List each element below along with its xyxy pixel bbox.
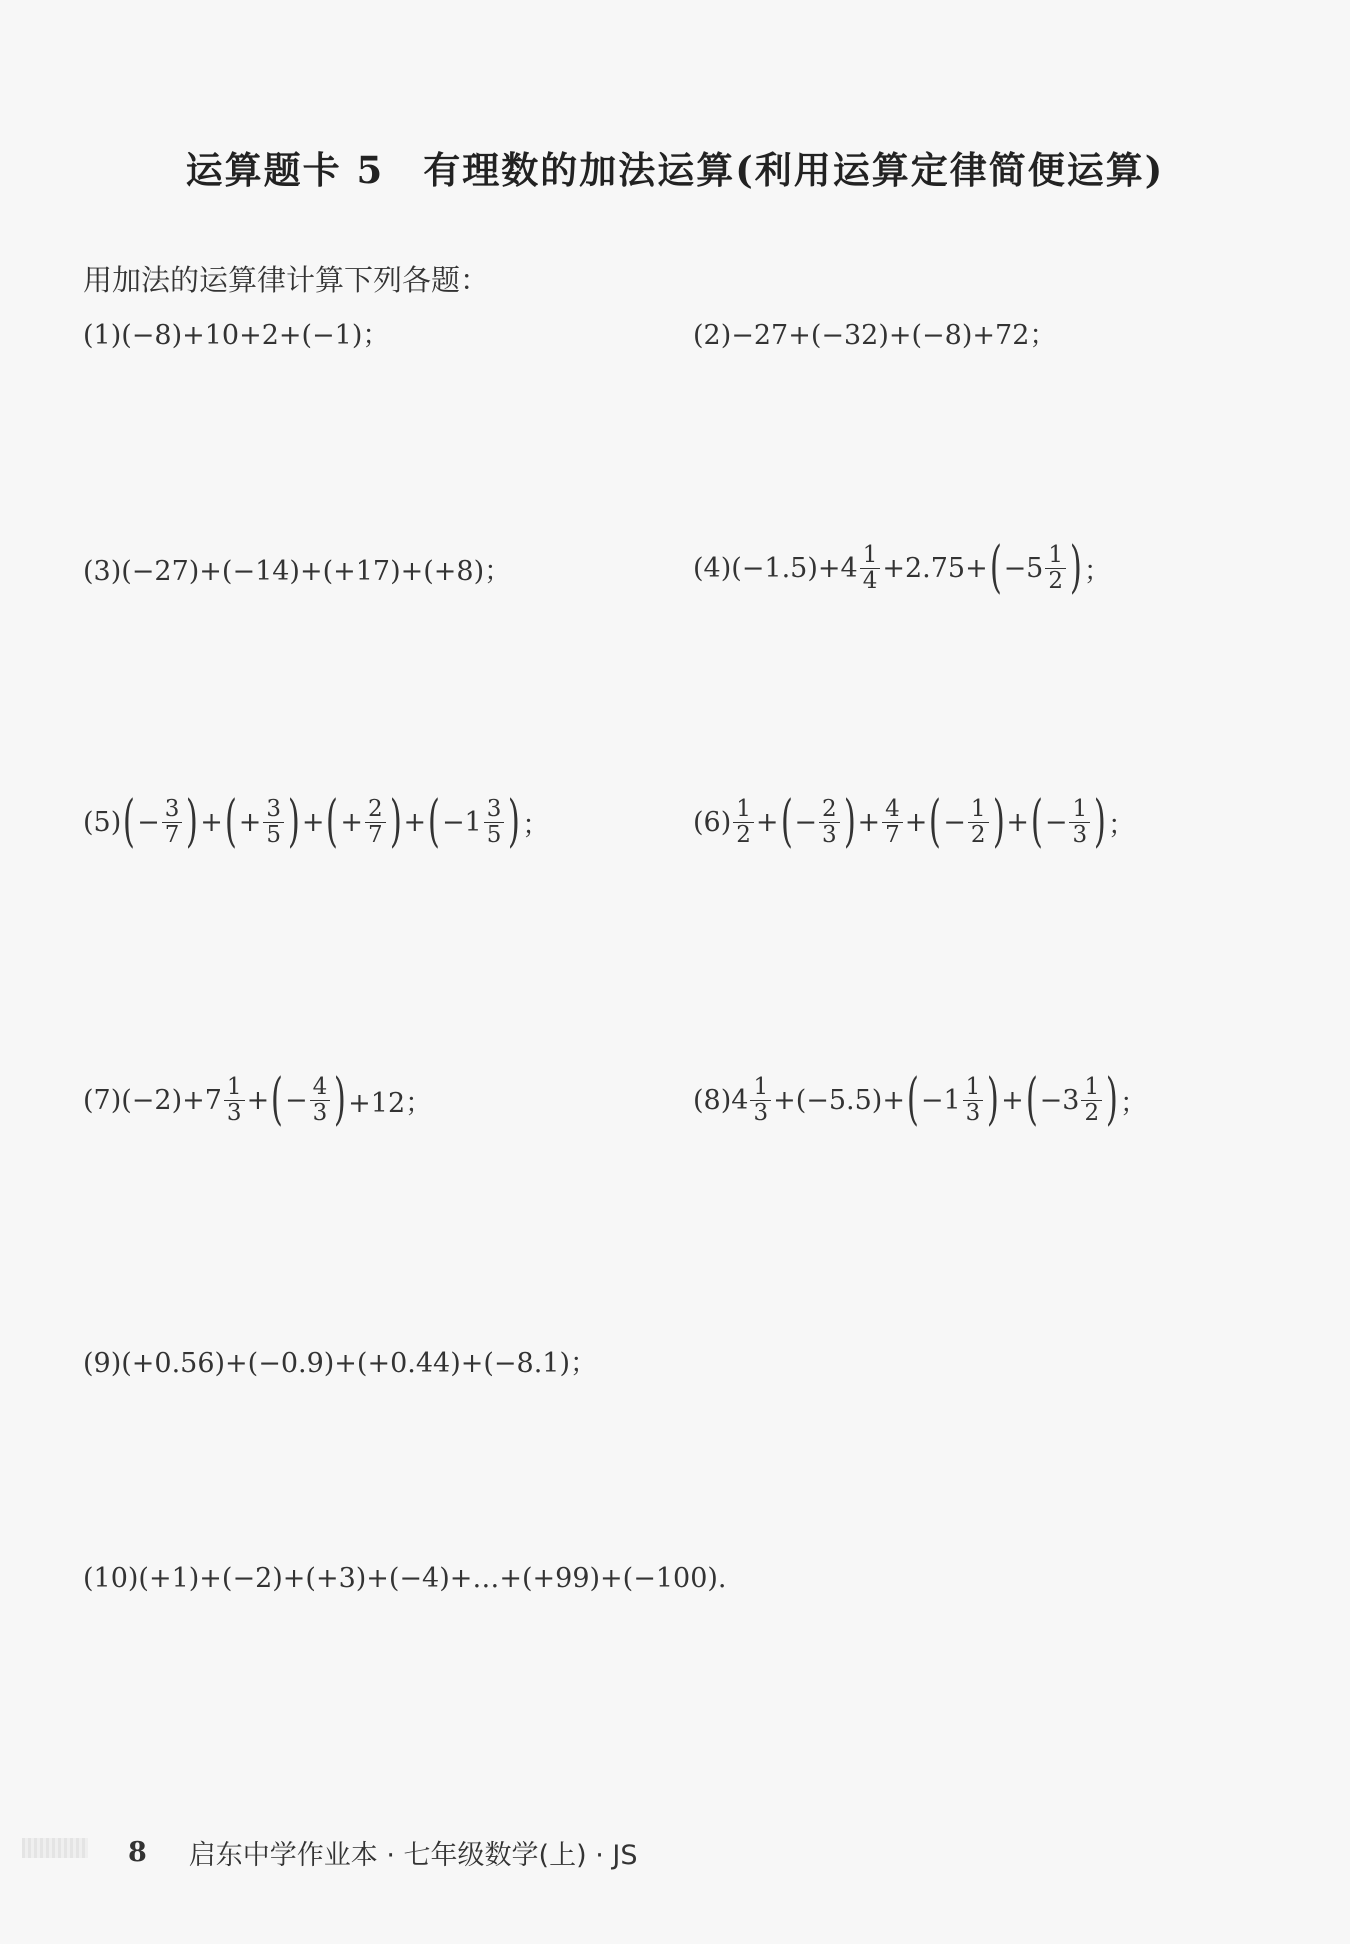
problem-8: (8)4 $\frac{1}{3}$ +(−5.5)+ ( −1 $\frac{1}{3}$ ) + ( −3 $\frac{1}{2}$ ) ； [693, 1067, 1147, 1132]
instruction-text: 用加法的运算律计算下列各题： [83, 263, 490, 297]
fraction: $\frac{2}{7}$ [365, 797, 386, 846]
fraction: $\frac{1}{4}$ [860, 543, 881, 592]
problem-9: (9)(+0.56)+(−0.9)+(+0.44)+(−8.1)； [83, 1347, 597, 1379]
fraction: $\frac{4}{7}$ [882, 797, 903, 846]
problem-4: (4)(−1.5)+4 $\frac{1}{4}$ +2.75+ ( −5 $\frac{1}{2}$ ) ； [693, 535, 1111, 600]
page-footer [128, 1833, 637, 1872]
fraction: $\frac{1}{3}$ [224, 1075, 245, 1124]
fraction: $\frac{1}{2}$ [1045, 543, 1066, 592]
book-title: 启东中学作业本 · 七年级数学(上) · JS [188, 1840, 638, 1871]
problem-3: (3)(−27)+(−14)+(+17)+(+8)； [83, 555, 512, 587]
fraction: $\frac{1}{2}$ [968, 797, 989, 846]
problem-1: (1)(−8)+10+2+(−1)； [83, 319, 390, 351]
problem-5: (5) ( − $\frac{3}{7}$ ) + ( + $\frac{3}{5}$ ) + ( + $\frac{2}{7}$ ) + ( −1 $\frac{3}{5}$ ) ； [83, 789, 550, 854]
footer-decoration [22, 1838, 88, 1858]
page-number: 8 [128, 1837, 147, 1868]
fraction: $\frac{3}{5}$ [263, 797, 284, 846]
fraction: $\frac{3}{5}$ [484, 797, 505, 846]
fraction: $\frac{1}{3}$ [1069, 797, 1090, 846]
problem-2: (2)−27+(−32)+(−8)+72； [693, 319, 1057, 351]
fraction: $\frac{1}{3}$ [963, 1075, 984, 1124]
fraction: $\frac{2}{3}$ [819, 797, 840, 846]
fraction: $\frac{1}{2}$ [1081, 1075, 1102, 1124]
fraction: $\frac{1}{3}$ [750, 1075, 771, 1124]
fraction: $\frac{4}{3}$ [310, 1075, 331, 1124]
problem-10: (10)(+1)+(−2)+(+3)+(−4)+…+(+99)+(−100). [83, 1562, 727, 1594]
fraction: $\frac{3}{7}$ [162, 797, 183, 846]
fraction: $\frac{1}{2}$ [733, 797, 754, 846]
problem-7: (7)(−2)+7 $\frac{1}{3}$ + ( − $\frac{4}{3}$ ) +12； [83, 1067, 433, 1132]
page-title: 运算题卡 5 有理数的加法运算(利用运算定律简便运算) [185, 148, 1165, 192]
problem-6: (6) $\frac{1}{2}$ + ( − $\frac{2}{3}$ ) + $\frac{4}{7}$ + ( − $\frac{1}{2}$ ) + ( − $\frac{1}{3}$ ) ； [693, 789, 1135, 854]
